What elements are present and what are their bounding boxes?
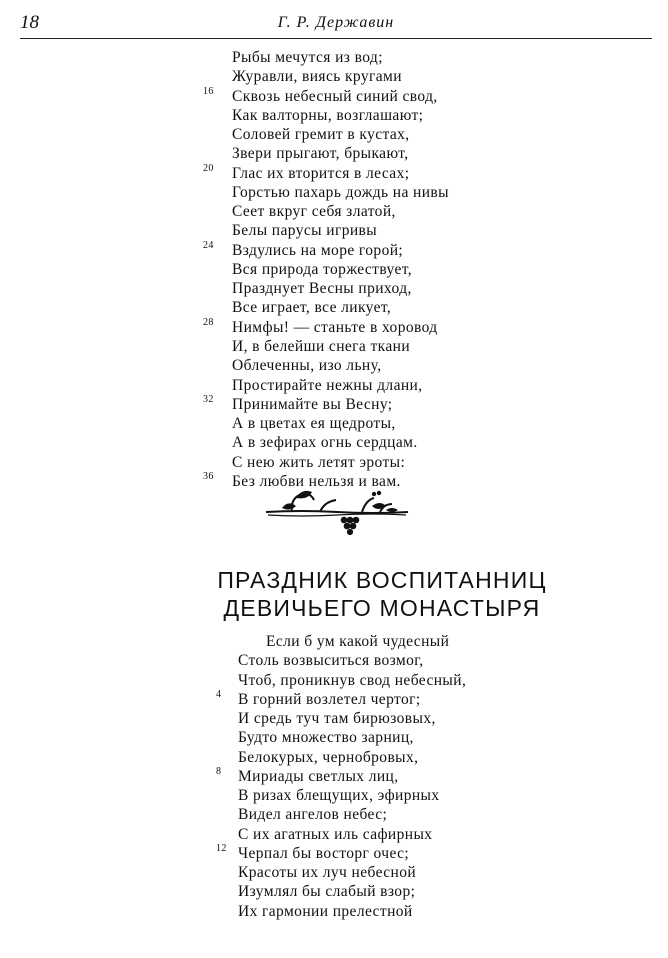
verse-text: С их агатных иль сафирных (238, 825, 433, 843)
verse-line (0, 453, 668, 472)
verse-text: В горний возлетел чертог; (238, 690, 421, 708)
verse-text: Простирайте нежны длани, (232, 376, 423, 394)
verse-text: И средь туч там бирюзовых, (238, 710, 436, 728)
verse-line (0, 241, 668, 260)
poem-continuation (0, 48, 668, 491)
poem-title-line-2: ДЕВИЧЬЕГО МОНАСТЫРЯ (223, 595, 541, 621)
verse-text: Рыбы мечутся из вод; (232, 49, 383, 66)
verse-line (0, 414, 668, 433)
poem-new (0, 632, 668, 921)
verse-line (0, 825, 668, 844)
running-title: Г. Р. Державин (277, 14, 395, 31)
verse-text: Чтоб, проникнув свод небесный, (238, 671, 467, 689)
verse-line (0, 863, 668, 882)
page-number: 18 (20, 12, 39, 33)
poem-title-line-1: ПРАЗДНИК ВОСПИТАННИЦ (217, 567, 547, 593)
verse-line (0, 221, 668, 240)
line-number: 12 (216, 842, 227, 854)
verse-line (0, 376, 668, 395)
verse-text: Будто множество зарниц, (238, 729, 414, 747)
verse-line (0, 786, 668, 805)
verse-line (0, 671, 668, 690)
verse-line (0, 202, 668, 221)
verse-text: А в зефирах огнь сердцам. (232, 434, 418, 452)
verse-text: Их гармонии прелестной (238, 902, 413, 920)
verse-text: Облеченны, изо льну, (232, 357, 382, 375)
verse-line (0, 395, 668, 414)
verse-text: Сеет вкруг себя златой, (232, 203, 396, 221)
verse-text: Журавли, виясь кругами (232, 68, 402, 86)
verse-line (0, 87, 668, 106)
verse-line (0, 844, 668, 863)
verse-line (0, 690, 668, 709)
verse-line (0, 183, 668, 202)
verse-text: Вздулись на море горой; (232, 241, 404, 259)
verse-line (0, 632, 668, 651)
verse-line (0, 902, 668, 921)
verse-line (0, 882, 668, 901)
line-number: 36 (203, 470, 214, 482)
verse-text: Принимайте вы Весну; (232, 395, 393, 413)
verse-line (0, 337, 668, 356)
verse-line (0, 356, 668, 375)
verse-line (0, 767, 668, 786)
verse-text: Все играет, все ликует, (232, 299, 392, 317)
running-header (20, 10, 652, 39)
line-number: 28 (203, 316, 214, 328)
line-number: 32 (203, 393, 214, 405)
verse-line (0, 125, 668, 144)
verse-text: И, в белейши снега ткани (232, 337, 411, 355)
verse-line (0, 805, 668, 824)
verse-text: В ризах блещущих, эфирных (238, 787, 440, 805)
verse-text: А в цветах ея щедроты, (232, 415, 396, 433)
verse-text: Вся природа торжествует, (232, 260, 413, 278)
line-number: 24 (203, 239, 214, 251)
verse-text: Соловей гремит в кустах, (232, 126, 410, 144)
verse-line (0, 48, 668, 67)
verse-line (0, 318, 668, 337)
verse-line (0, 651, 668, 670)
verse-text: Если б ум какой чудесный (266, 633, 450, 650)
verse-line (0, 748, 668, 767)
verse-text: С нею жить летят эроты: (232, 453, 406, 471)
verse-line (0, 279, 668, 298)
verse-line (0, 260, 668, 279)
verse-line (0, 144, 668, 163)
verse-text: Глас их вторится в лесах; (232, 164, 410, 182)
verse-line (0, 106, 668, 125)
verse-line (0, 728, 668, 747)
verse-text: Видел ангелов небес; (238, 806, 388, 824)
verse-text: Сквозь небесный синий свод, (232, 87, 438, 105)
verse-line (0, 709, 668, 728)
verse-text: Черпал бы восторг очес; (238, 844, 410, 862)
verse-text: Белокурых, чернобровых, (238, 748, 419, 766)
line-number: 20 (203, 162, 214, 174)
line-number: 4 (216, 688, 222, 700)
verse-text: Изумлял бы слабый взор; (238, 883, 416, 901)
verse-text: Горстью пахарь дождь на нивы (232, 183, 449, 201)
line-number: 8 (216, 765, 222, 777)
verse-line (0, 433, 668, 452)
verse-text: Столь возвыситься возмог, (238, 652, 424, 670)
verse-line (0, 164, 668, 183)
verse-text: Красоты их луч небесной (238, 864, 417, 882)
verse-text: Празднует Весны приход, (232, 280, 412, 298)
verse-text: Как валторны, возглашают; (232, 106, 424, 124)
verse-text: Звери прыгают, брыкают, (232, 145, 409, 163)
verse-text: Нимфы! — станьте в хоровод (232, 318, 438, 336)
verse-line (0, 67, 668, 86)
verse-line (0, 298, 668, 317)
vine-ornament (262, 484, 412, 536)
verse-text: Мириады светлых лиц, (238, 767, 399, 785)
verse-text: Без любви нельзя и вам. (232, 472, 401, 490)
verse-text: Белы парусы игривы (232, 222, 378, 240)
line-number: 16 (203, 85, 214, 97)
